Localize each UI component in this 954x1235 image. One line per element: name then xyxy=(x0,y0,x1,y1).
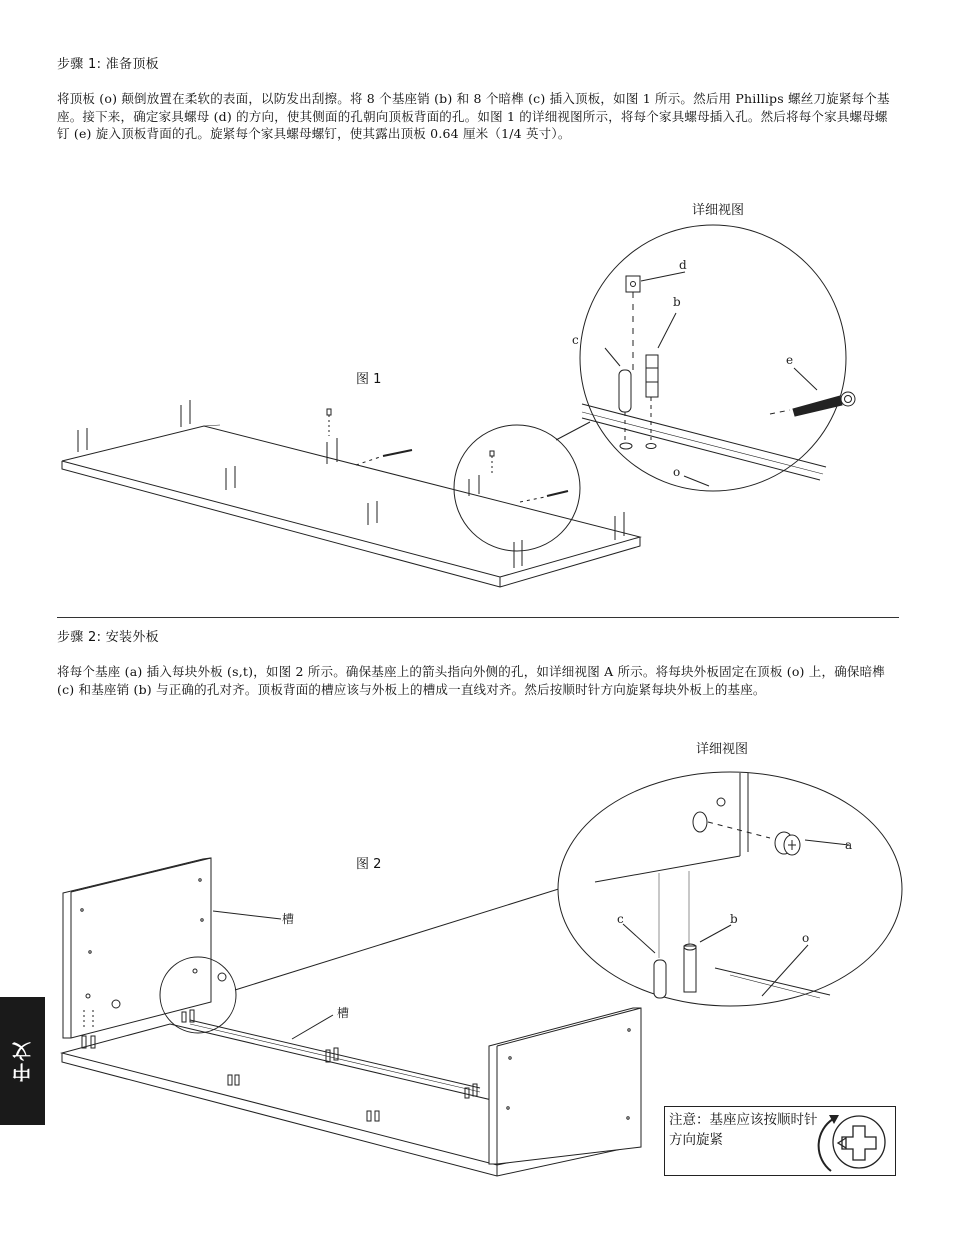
clockwise-cam-icon xyxy=(813,1109,895,1175)
fig2-label: 图 2 xyxy=(356,857,382,872)
fig1-detail-view-label: 详细视图 xyxy=(692,203,745,218)
callout-b-fig2: b xyxy=(730,912,738,926)
note-text: 注意：基座应该按顺时针方向旋紧 xyxy=(669,1112,818,1148)
step2-heading: 步骤 2: 安装外板 xyxy=(57,630,159,645)
groove-label-1: 槽 xyxy=(282,912,295,926)
step1-heading: 步骤 1: 准备顶板 xyxy=(57,57,159,72)
fig1-label: 图 1 xyxy=(356,372,382,387)
callout-c: c xyxy=(572,333,579,347)
callout-e: e xyxy=(786,353,794,367)
language-tab-label: 中文 xyxy=(12,1040,34,1082)
right-side-panel xyxy=(489,1008,641,1164)
fig2-detail-circle xyxy=(558,772,902,1006)
cam-tightening-note xyxy=(664,1106,896,1176)
callout-o-fig2: o xyxy=(802,931,810,945)
left-side-panel xyxy=(63,858,211,1038)
callout-c-fig2: c xyxy=(617,912,624,926)
fig2-detail-view-label: 详细视图 xyxy=(696,742,749,757)
callout-b: b xyxy=(673,295,681,309)
callout-d: d xyxy=(679,258,687,272)
language-tab xyxy=(0,997,45,1125)
callout-a: a xyxy=(845,838,853,852)
step2-paragraph: 将每个基座 (a) 插入每块外板 (s,t)，如图 2 所示。确保基座上的箭头指向外侧的孔，如详细视图 A 所示。将每块外板固定在顶板 (o) 上，确保暗榫 (c) 和基座销 (b) 与正确的孔对齐。顶板背面的槽应该与外板上的槽成一直线对齐。然后按顺时针方向旋紧每块外板上的基座。 xyxy=(57,664,885,697)
step1-paragraph: 将顶板 (o) 颠倒放置在柔软的表面，以防发出刮擦。将 8 个基座销 (b) 和 8 个暗榫 (c) 插入顶板，如图 1 所示。然后用 Phillips 螺丝刀旋紧每个基座。接下来，确定家具螺母 (d) 的方向，使其侧面的孔朝向顶板背面的孔。如图 1 的详细视图所示，将每个家具螺母插入孔。然后将每个家具螺母螺钉 (e) 旋入顶板背面的孔。旋紧每个家具螺母螺钉，使其露出顶板 0.64 厘米（1/4 英寸）。 xyxy=(57,91,890,141)
groove-label-2: 槽 xyxy=(337,1006,350,1020)
callout-o: o xyxy=(673,465,681,479)
